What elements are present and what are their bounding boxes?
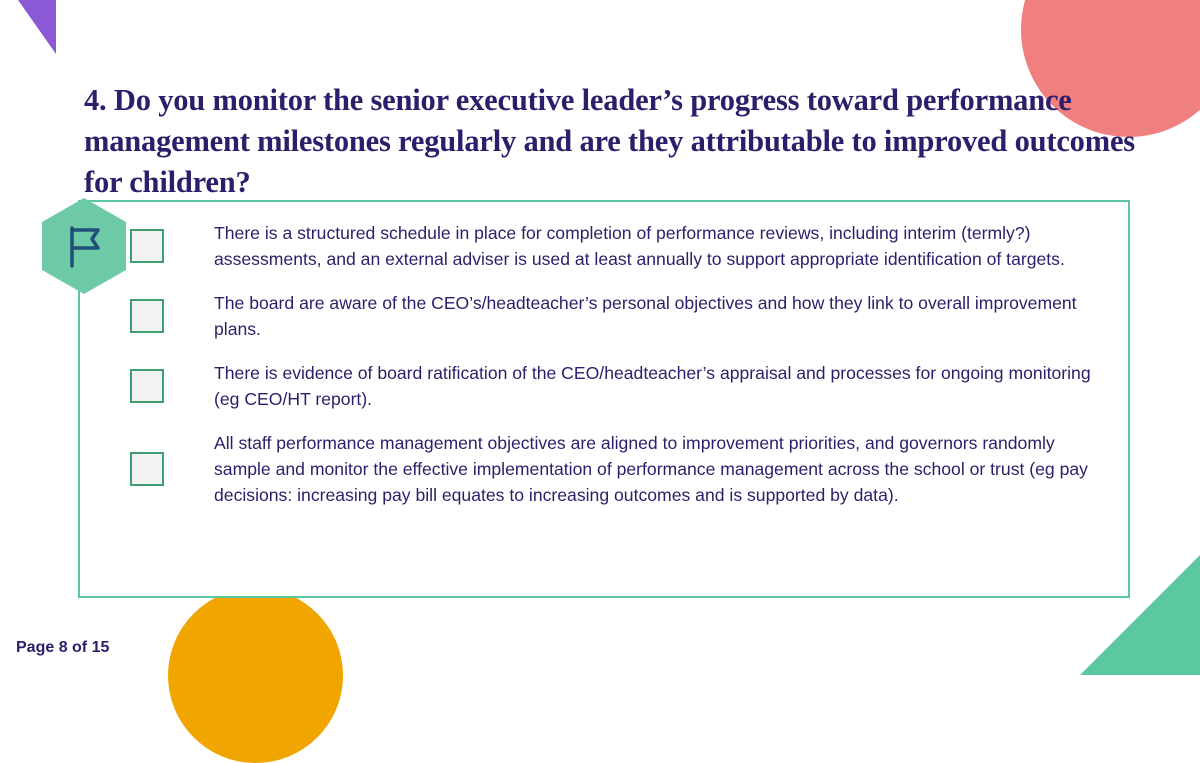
list-item[interactable] xyxy=(130,290,1120,342)
list-item[interactable] xyxy=(130,430,1120,508)
purple-triangle-decoration xyxy=(18,0,56,54)
orange-circle-decoration xyxy=(168,588,343,763)
flag-icon xyxy=(42,198,126,294)
page-title: 4. Do you monitor the senior executive leader’s progress toward performance management milestones regularly and are they attributable to improved outcomes for children? xyxy=(84,83,1135,199)
checklist-item-label: There is evidence of board ratification of the CEO/headteacher’s appraisal and processes for ongoing monitoring (eg CEO/HT report). xyxy=(214,363,1091,410)
checkbox-item-4[interactable] xyxy=(130,452,164,486)
checklist-item-label: The board are aware of the CEO’s/headteacher’s personal objectives and how they link to overall improvement plans. xyxy=(214,293,1077,340)
checkbox-item-2[interactable] xyxy=(130,299,164,333)
list-item[interactable] xyxy=(130,220,1120,272)
checkbox-item-1[interactable] xyxy=(130,229,164,263)
checklist-item-label: All staff performance management objectives are aligned to improvement priorities, and governors randomly sample and monitor the effective implementation of performance management across the school or trust (eg pay decisions: increasing pay bill equates to increasing outcomes and is supported by data). xyxy=(214,433,1088,506)
checklist xyxy=(130,212,1120,508)
list-item[interactable] xyxy=(130,360,1120,412)
page-number: Page 8 of 15 xyxy=(16,639,110,656)
checkbox-item-3[interactable] xyxy=(130,369,164,403)
checklist-item-label: There is a structured schedule in place for completion of performance reviews, including interim (termly?) assessments, and an external adviser is used at least annually to support appropriate identification of targets. xyxy=(214,223,1065,270)
